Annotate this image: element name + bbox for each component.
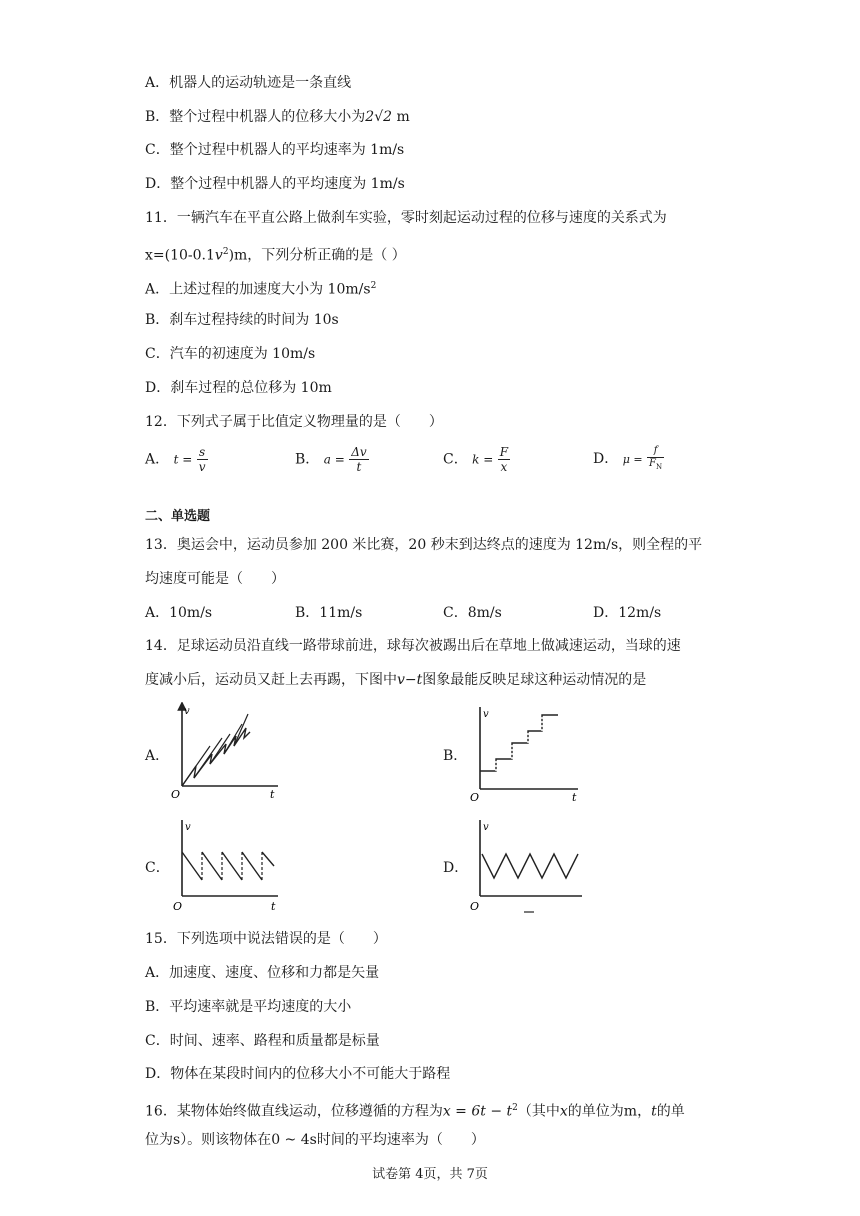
q14-graph-d: [468, 816, 588, 916]
q16-stem-line2-a: 位为: [145, 1132, 173, 1148]
q12-option-b-fraction: [349, 445, 368, 474]
q16-stem-line1-e: 的单: [656, 1103, 685, 1120]
graph-a-t-label: t: [270, 788, 275, 801]
graph-a-v-label: v: [184, 706, 190, 717]
q14-label-a: A．: [145, 748, 170, 764]
section-heading-single-choice: 二、单选题: [145, 509, 211, 524]
q16-stem-line2: [145, 1130, 485, 1150]
q13-option-a: A．10m/s: [145, 605, 213, 621]
q12-option-a-den: v: [198, 460, 206, 474]
q11-option-a-sup: 2: [370, 281, 377, 291]
graph-d-origin: O: [470, 900, 480, 913]
graph-b-origin: O: [470, 791, 480, 803]
q16-unit-s: s: [173, 1132, 181, 1148]
graph-a-lines: [182, 714, 248, 786]
q13-option-c: C．8m/s: [443, 605, 502, 621]
q12-option-b-lhs: a =: [323, 452, 345, 467]
q10-option-b-unit: m: [392, 109, 410, 125]
q12-option-b-den: t: [356, 460, 362, 474]
q14-stem-line2: [145, 670, 646, 690]
graph-b-steps: [480, 715, 558, 771]
q12-option-b-num: Δv: [351, 445, 367, 459]
q15-stem: 15．下列选项中说法错误的是（ ）: [145, 931, 387, 947]
q12-option-c-lhs: k =: [472, 452, 494, 467]
q14-graph-c: [170, 816, 285, 916]
q12-option-d-label: D．: [593, 451, 619, 467]
q10-option-b: [145, 107, 410, 127]
q11-option-a: [145, 276, 376, 300]
q16-equation: x = 6t − t: [442, 1103, 513, 1120]
q12-option-d-den-wrap: [647, 458, 664, 473]
q10-option-b-text: B．整个过程中机器人的位移大小为: [145, 109, 366, 125]
graph-b-t-label: t: [572, 791, 577, 803]
graph-c-tail: [262, 852, 274, 866]
q16-stem-line1-c: 的单位为: [567, 1103, 624, 1120]
q11-option-d: D．刹车过程的总位移为 10m: [145, 380, 332, 396]
q16-stem-line2-b: ）。则该物体在: [180, 1132, 272, 1148]
q15-option-b: B．平均速率就是平均速度的大小: [145, 999, 352, 1015]
q14-stem-line2-a: 度减小后，运动员又赶上去再踢，下图中: [145, 672, 397, 688]
q12-option-b: [295, 445, 369, 474]
q12-option-c-num: F: [499, 445, 509, 459]
q11-stem-line1: 11．一辆汽车在平直公路上做刹车实验，零时刻起运动过程的位移与速度的关系式为: [145, 210, 667, 226]
q15-option-d: D．物体在某段时间内的位移大小不可能大于路程: [145, 1066, 451, 1082]
graph-c-t-label: t: [271, 900, 276, 913]
q10-option-a: A．机器人的运动轨迹是一条直线: [145, 75, 352, 91]
q12-option-c: [443, 445, 510, 474]
q10-option-c: C．整个过程中机器人的平均速率为 1m/s: [145, 142, 405, 158]
q10-option-d: D．整个过程中机器人的平均速度为 1m/s: [145, 176, 405, 192]
q16-stem-line1: [145, 1098, 685, 1122]
q14-stem-line1: 14．足球运动员沿直线一路带球前进，球每次被踢出后在草地上做减速运动，当球的速: [145, 638, 681, 654]
q11-stem-line2-b: )m，下列分析正确的是（ ）: [228, 247, 406, 264]
q12-option-a-lhs: t =: [173, 452, 193, 467]
q10-option-b-value: 2√2: [365, 109, 393, 125]
q11-stem-sup: 2: [222, 247, 229, 257]
q13-option-d: D．12m/s: [593, 605, 662, 621]
graph-c-origin: O: [173, 900, 183, 913]
page-footer: 试卷第 4页，共 7页: [372, 1167, 488, 1182]
q14-label-b: B．: [443, 748, 468, 764]
q12-option-d-num: f: [647, 445, 664, 458]
graph-d-zigzag: [482, 854, 578, 878]
q12-option-d: [593, 445, 664, 473]
q12-option-d-fraction: [647, 445, 664, 473]
q12-option-a-num: s: [197, 445, 208, 460]
q16-stem-line1-a: 16．某物体始终做直线运动，位移遵循的方程为: [145, 1103, 443, 1120]
q12-option-a-fraction: [197, 445, 208, 474]
q16-range: 0 ~ 4s: [271, 1132, 317, 1148]
q14-stem-math: v−t: [397, 672, 423, 688]
graph-a-origin: O: [171, 788, 181, 801]
q14-label-c: C．: [145, 860, 170, 876]
q14-stem-line2-b: 图象最能反映足球这种运动情况的是: [422, 672, 647, 688]
q12-option-b-label: B．: [295, 451, 320, 468]
q13-stem-line1: 13．奥运会中，运动员参加 200 米比赛，20 秒末到达终点的速度为 12m/s，则全程的平: [145, 537, 703, 553]
q11-stem-v: v: [214, 247, 223, 264]
q12-option-d-den-sub: N: [655, 463, 663, 471]
q14-label-d: D．: [443, 860, 469, 876]
q16-equation-sup: 2: [512, 1103, 518, 1113]
q12-option-c-den: x: [500, 460, 508, 474]
q14-graph-b: [468, 703, 583, 803]
q12-option-c-label: C．: [443, 451, 468, 468]
q13-option-b: B．11m/s: [295, 605, 363, 621]
q16-stem-line1-b: （其中: [517, 1103, 560, 1120]
q12-option-a: [145, 445, 208, 474]
q16-var-t: t: [651, 1103, 657, 1120]
q11-option-a-text: A．上述过程的加速度大小为 10m/s: [145, 281, 371, 298]
q16-var-x: x: [559, 1103, 568, 1120]
q16-stem-line2-c: 时间的平均速率为（ ）: [316, 1132, 485, 1148]
q13-stem-line2: 均速度可能是（ ）: [145, 571, 285, 587]
graph-b-v-label: v: [483, 709, 489, 720]
q12-option-d-den: F: [649, 458, 656, 469]
q12-option-c-fraction: [498, 445, 510, 474]
q12-option-a-label: A．: [145, 451, 170, 468]
q11-stem-line2-a: x=(10-0.1: [145, 247, 215, 264]
q16-unit-m: m: [623, 1103, 638, 1120]
q16-stem-line1-d: ，: [637, 1103, 652, 1120]
graph-d-v-label: v: [483, 822, 489, 833]
graph-c-v-label: v: [185, 822, 191, 833]
q12-option-d-lhs: μ =: [622, 453, 643, 466]
q11-option-c: C．汽车的初速度为 10m/s: [145, 346, 316, 362]
q15-option-a: A．加速度、速度、位移和力都是矢量: [145, 965, 380, 981]
q15-option-c: C．时间、速率、路程和质量都是标量: [145, 1033, 380, 1049]
q12-stem: 12．下列式子属于比值定义物理量的是（ ）: [145, 414, 443, 430]
graph-c-slopes: [182, 852, 262, 880]
q11-stem-line2: [145, 242, 406, 266]
q11-option-b: B．刹车过程持续的时间为 10s: [145, 312, 339, 328]
q14-graph-a: [170, 702, 285, 802]
